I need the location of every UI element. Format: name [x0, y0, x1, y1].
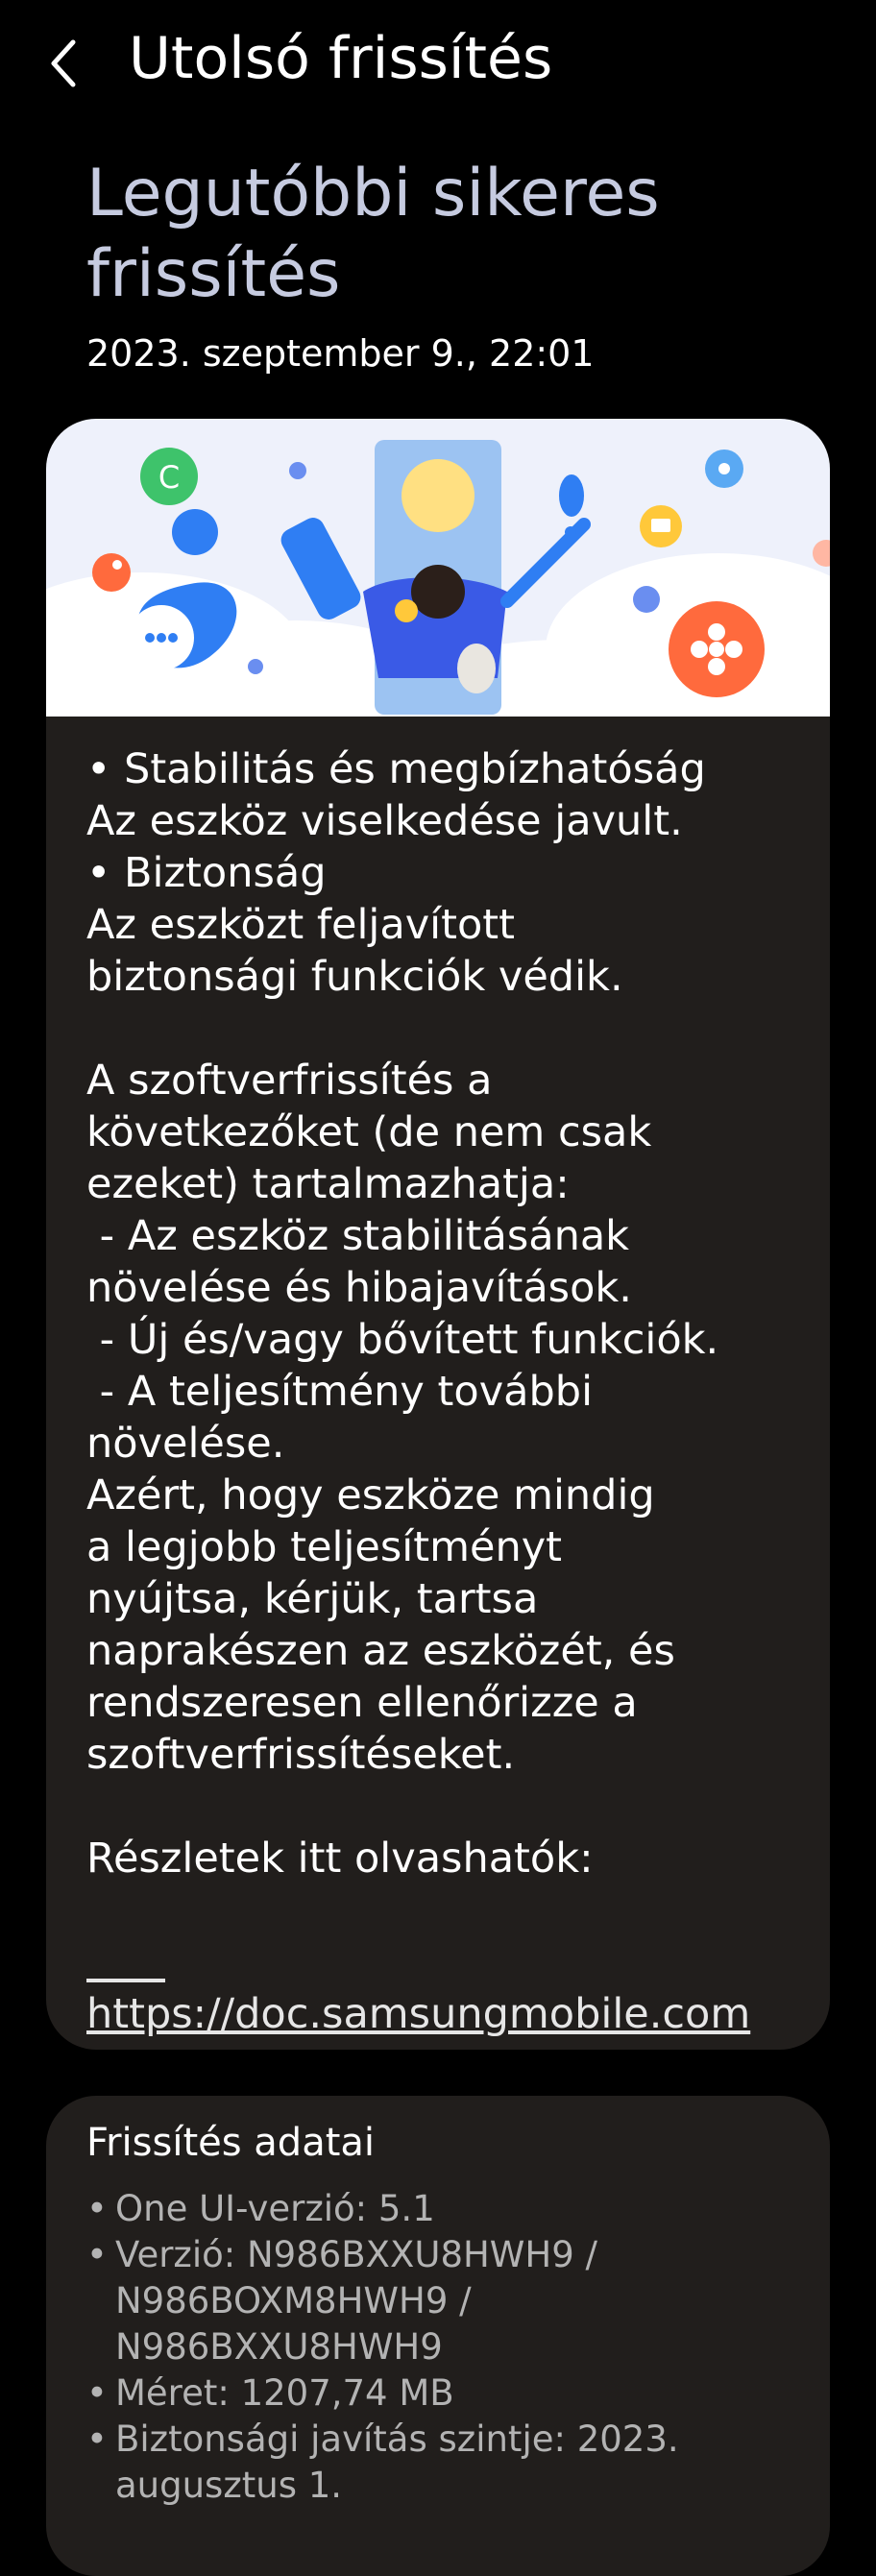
notes-line: - A teljesítmény további	[86, 1368, 594, 1416]
bullet: •	[86, 2188, 108, 2229]
notes-line: nyújtsa, kérjük, tartsa	[86, 1575, 539, 1623]
app-header	[0, 0, 876, 134]
notes-line: • Biztonság	[86, 849, 327, 897]
notes-line: - Az eszköz stabilitásának	[86, 1212, 630, 1260]
notes-line: a legjobb teljesítményt	[86, 1523, 563, 1571]
detail-text: N986BXXU8HWH9	[115, 2326, 443, 2368]
release-notes-card	[46, 419, 830, 2050]
detail-text: Méret: 1207,74 MB	[115, 2372, 454, 2414]
details-link[interactable]	[86, 1884, 816, 2050]
chevron-left-icon[interactable]	[42, 35, 85, 92]
notes-line: növelése.	[86, 1420, 285, 1468]
notes-line: Részletek itt olvashatók:	[86, 1835, 594, 1883]
update-date: 2023. szeptember 9., 22:01	[86, 332, 595, 375]
notes-line: Az eszköz viselkedése javult.	[86, 797, 683, 845]
detail-text: augusztus 1.	[115, 2465, 343, 2506]
notes-line: rendszeresen ellenőrizze a	[86, 1679, 638, 1727]
list-item	[86, 2370, 816, 2417]
bullet: •	[86, 2418, 108, 2460]
details-list	[86, 2186, 816, 2509]
update-illustration	[46, 419, 830, 717]
update-details-card	[46, 2096, 830, 2576]
detail-text: Verzió: N986BXXU8HWH9 /	[115, 2234, 597, 2275]
detail-text: N986BOXM8HWH9 /	[115, 2280, 472, 2321]
notes-line: biztonsági funkciók védik.	[86, 953, 623, 1001]
notes-line: • Stabilitás és megbízhatóság	[86, 745, 706, 793]
notes-line: A szoftverfrissítés a	[86, 1057, 493, 1105]
page-title: Utolsó frissítés	[129, 25, 553, 92]
notes-line: növelése és hibajavítások.	[86, 1264, 632, 1312]
notes-line: ezeket) tartalmazhatja:	[86, 1160, 570, 1208]
list-item	[86, 2417, 816, 2509]
list-item	[86, 2186, 816, 2232]
details-title: Frissítés adatai	[86, 2121, 376, 2165]
detail-text: One UI-verzió: 5.1	[115, 2188, 435, 2229]
detail-text: Biztonsági javítás szintje: 2023.	[115, 2418, 679, 2460]
bullet: •	[86, 2372, 108, 2414]
notes-spacer	[86, 1003, 816, 1055]
bullet: •	[86, 2234, 108, 2275]
notes-line: Azért, hogy eszköze mindig	[86, 1471, 655, 1519]
release-notes-text	[86, 743, 816, 2050]
notes-line: következőket (de nem csak	[86, 1108, 652, 1156]
list-item	[86, 2232, 816, 2370]
notes-line: naprakészen az eszközét, és	[86, 1627, 675, 1675]
last-update-heading: Legutóbbi sikeres frissítés	[86, 156, 660, 312]
svg-text:C: C	[158, 459, 181, 496]
notes-line: - Új és/vagy bővített funkciók.	[86, 1316, 719, 1364]
details-link-line[interactable]: https://doc.samsungmobile.com	[86, 1990, 751, 2038]
notes-line: szoftverfrissítéseket.	[86, 1731, 516, 1779]
notes-line: Az eszközt feljavított	[86, 901, 515, 949]
notes-spacer	[86, 1781, 816, 1833]
